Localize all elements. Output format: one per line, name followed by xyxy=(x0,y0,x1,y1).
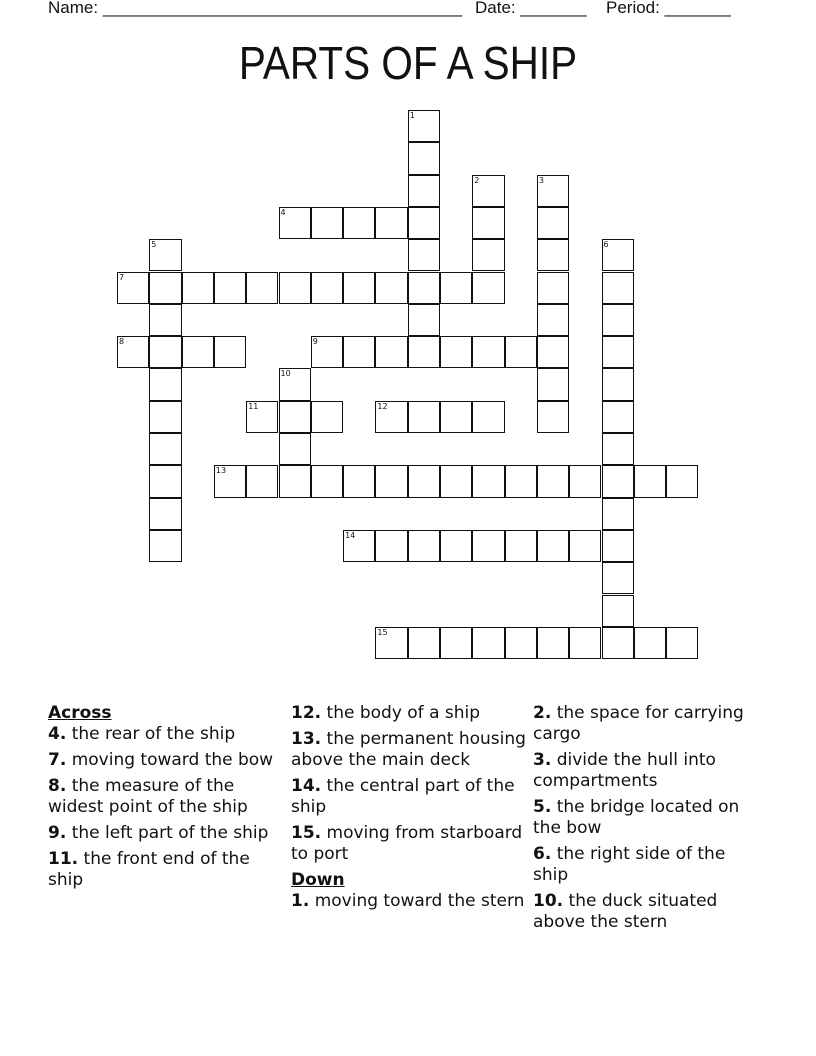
grid-cell[interactable] xyxy=(472,239,504,271)
grid-cell[interactable] xyxy=(149,368,181,400)
grid-cell[interactable] xyxy=(472,401,504,433)
grid-cell[interactable] xyxy=(505,627,537,659)
cell-number: 11 xyxy=(248,401,259,411)
period-line: _______ xyxy=(664,0,731,17)
grid-cell[interactable] xyxy=(149,304,181,336)
cell-number: 14 xyxy=(345,530,356,540)
date-field[interactable] xyxy=(475,0,587,18)
clue-text: the duck situated above the stern xyxy=(533,891,718,932)
clue-number: 12. xyxy=(291,703,322,723)
cell-number: 4 xyxy=(280,207,286,217)
grid-cell[interactable] xyxy=(311,336,343,368)
grid-cell[interactable] xyxy=(408,110,440,142)
grid-cell[interactable] xyxy=(214,272,246,304)
grid-cell[interactable] xyxy=(602,627,634,659)
clue-number: 11. xyxy=(48,849,79,869)
clue-text: moving toward the stern xyxy=(309,891,525,911)
grid-cell[interactable] xyxy=(408,175,440,207)
grid-cell[interactable] xyxy=(440,336,472,368)
grid-cell[interactable] xyxy=(602,498,634,530)
clue-text: the body of a ship xyxy=(321,703,481,723)
grid-cell[interactable] xyxy=(279,368,311,400)
grid-cell[interactable] xyxy=(214,336,246,368)
clue-number: 1. xyxy=(291,891,310,911)
grid-cell[interactable] xyxy=(343,207,375,239)
clue-down xyxy=(533,750,763,792)
grid-cell[interactable] xyxy=(408,530,440,562)
clue-across xyxy=(48,849,288,891)
grid-cell[interactable] xyxy=(343,336,375,368)
clue-down xyxy=(533,844,763,886)
grid-cell[interactable] xyxy=(149,272,181,304)
grid-cell[interactable] xyxy=(408,465,440,497)
grid-cell[interactable] xyxy=(634,627,666,659)
grid-cell[interactable] xyxy=(505,530,537,562)
clue-number: 8. xyxy=(48,776,67,796)
grid-cell[interactable] xyxy=(537,368,569,400)
grid-cell[interactable] xyxy=(440,401,472,433)
grid-cell[interactable] xyxy=(279,272,311,304)
clue-text: the space for carrying cargo xyxy=(533,703,744,744)
grid-cell[interactable] xyxy=(537,207,569,239)
name-label: Name: xyxy=(48,0,99,17)
period-field[interactable] xyxy=(606,0,731,18)
down-heading: Down xyxy=(291,870,345,890)
grid-cell[interactable] xyxy=(408,272,440,304)
grid-cell[interactable] xyxy=(311,465,343,497)
grid-cell[interactable] xyxy=(182,336,214,368)
clue-text: the front end of the ship xyxy=(48,849,250,890)
clue-number: 13. xyxy=(291,729,322,749)
grid-cell[interactable] xyxy=(279,207,311,239)
grid-cell[interactable] xyxy=(214,465,246,497)
grid-cell[interactable] xyxy=(537,175,569,207)
grid-cell[interactable] xyxy=(149,433,181,465)
grid-cell[interactable] xyxy=(602,562,634,594)
grid-cell[interactable] xyxy=(375,336,407,368)
clue-text: the permanent housing above the main deck xyxy=(291,729,526,770)
grid-cell[interactable] xyxy=(537,272,569,304)
grid-cell[interactable] xyxy=(472,627,504,659)
grid-cell[interactable] xyxy=(311,272,343,304)
grid-cell[interactable] xyxy=(246,401,278,433)
grid-cell[interactable] xyxy=(375,401,407,433)
clue-text: the measure of the widest point of the ship xyxy=(48,776,248,817)
grid-cell[interactable] xyxy=(569,465,601,497)
grid-cell[interactable] xyxy=(440,530,472,562)
grid-cell[interactable] xyxy=(537,530,569,562)
clues-column-2 xyxy=(291,703,531,917)
clue-text: divide the hull into compartments xyxy=(533,750,716,791)
grid-cell[interactable] xyxy=(602,336,634,368)
grid-cell[interactable] xyxy=(408,336,440,368)
grid-cell[interactable] xyxy=(182,272,214,304)
grid-cell[interactable] xyxy=(602,272,634,304)
clue-across xyxy=(48,724,288,745)
period-label: Period: xyxy=(606,0,660,17)
cell-number: 6 xyxy=(603,240,609,250)
grid-cell[interactable] xyxy=(375,627,407,659)
grid-cell[interactable] xyxy=(149,401,181,433)
clue-across xyxy=(291,776,531,818)
grid-cell[interactable] xyxy=(149,465,181,497)
grid-cell[interactable] xyxy=(666,627,698,659)
grid-cell[interactable] xyxy=(602,401,634,433)
grid-cell[interactable] xyxy=(343,530,375,562)
grid-cell[interactable] xyxy=(569,530,601,562)
grid-cell[interactable] xyxy=(279,433,311,465)
cell-number: 5 xyxy=(151,240,157,250)
grid-cell[interactable] xyxy=(602,368,634,400)
clue-number: 15. xyxy=(291,823,322,843)
cell-number: 8 xyxy=(119,337,125,347)
date-label: Date: xyxy=(475,0,516,17)
cell-number: 15 xyxy=(377,627,388,637)
grid-cell[interactable] xyxy=(537,239,569,271)
across-heading: Across xyxy=(48,703,112,723)
clue-number: 6. xyxy=(533,844,552,864)
grid-cell[interactable] xyxy=(311,207,343,239)
clues-column-3 xyxy=(533,703,763,938)
grid-cell[interactable] xyxy=(375,272,407,304)
grid-cell[interactable] xyxy=(375,465,407,497)
grid-cell[interactable] xyxy=(537,627,569,659)
grid-cell[interactable] xyxy=(149,498,181,530)
clue-down xyxy=(291,891,531,912)
grid-cell[interactable] xyxy=(537,304,569,336)
clue-down xyxy=(533,797,763,839)
clue-text: moving toward the bow xyxy=(66,750,274,770)
clue-down xyxy=(533,891,763,933)
grid-cell[interactable] xyxy=(440,272,472,304)
clue-across xyxy=(48,823,288,844)
grid-cell[interactable] xyxy=(408,142,440,174)
cell-number: 1 xyxy=(409,111,415,120)
grid-cell[interactable] xyxy=(375,207,407,239)
grid-cell[interactable] xyxy=(537,336,569,368)
grid-cell[interactable] xyxy=(246,272,278,304)
grid-cell[interactable] xyxy=(279,401,311,433)
grid-cell[interactable] xyxy=(634,465,666,497)
clue-text: the rear of the ship xyxy=(66,724,236,744)
grid-cell[interactable] xyxy=(602,530,634,562)
cell-number: 9 xyxy=(312,337,318,347)
grid-cell[interactable] xyxy=(279,465,311,497)
grid-cell[interactable] xyxy=(505,336,537,368)
clue-number: 5. xyxy=(533,797,552,817)
grid-cell[interactable] xyxy=(408,304,440,336)
grid-cell[interactable] xyxy=(440,465,472,497)
clue-number: 2. xyxy=(533,703,552,723)
cell-number: 12 xyxy=(377,401,388,411)
clue-number: 3. xyxy=(533,750,552,770)
grid-cell[interactable] xyxy=(666,465,698,497)
grid-cell[interactable] xyxy=(537,401,569,433)
grid-cell[interactable] xyxy=(408,627,440,659)
grid-cell[interactable] xyxy=(602,239,634,271)
name-line: ______________________________________ xyxy=(102,0,463,17)
cell-number: 10 xyxy=(280,369,291,379)
clue-number: 9. xyxy=(48,823,67,843)
clue-number: 7. xyxy=(48,750,67,770)
grid-cell[interactable] xyxy=(440,627,472,659)
name-field[interactable] xyxy=(48,0,462,18)
grid-cell[interactable] xyxy=(602,304,634,336)
clue-text: the central part of the ship xyxy=(291,776,515,817)
grid-cell[interactable] xyxy=(375,530,407,562)
clue-across xyxy=(48,776,288,818)
grid-cell[interactable] xyxy=(602,595,634,627)
clues-column-1 xyxy=(48,703,288,896)
grid-cell[interactable] xyxy=(149,530,181,562)
grid-cell[interactable] xyxy=(472,336,504,368)
grid-cell[interactable] xyxy=(537,465,569,497)
clue-text: the bridge located on the bow xyxy=(533,797,740,838)
clue-across xyxy=(291,729,531,771)
grid-cell[interactable] xyxy=(311,401,343,433)
clue-text: the left part of the ship xyxy=(66,823,269,843)
clue-number: 14. xyxy=(291,776,322,796)
grid-cell[interactable] xyxy=(472,465,504,497)
clue-down xyxy=(533,703,763,745)
grid-cell[interactable] xyxy=(602,433,634,465)
clue-across xyxy=(48,750,288,771)
clue-across xyxy=(291,823,531,865)
grid-cell[interactable] xyxy=(149,239,181,271)
grid-cell[interactable] xyxy=(472,272,504,304)
grid-cell[interactable] xyxy=(117,336,149,368)
grid-cell[interactable] xyxy=(408,401,440,433)
grid-cell[interactable] xyxy=(408,239,440,271)
grid-cell[interactable] xyxy=(472,175,504,207)
grid-cell[interactable] xyxy=(569,627,601,659)
grid-cell[interactable] xyxy=(472,530,504,562)
grid-cell[interactable] xyxy=(246,465,278,497)
clue-number: 10. xyxy=(533,891,564,911)
cell-number: 13 xyxy=(215,466,227,476)
cell-number: 7 xyxy=(119,272,125,282)
grid-cell[interactable] xyxy=(343,272,375,304)
cell-number: 2 xyxy=(474,175,480,185)
clue-number: 4. xyxy=(48,724,67,744)
cell-number: 3 xyxy=(538,175,544,185)
grid-cell[interactable] xyxy=(343,465,375,497)
grid-cell[interactable] xyxy=(602,465,634,497)
clue-text: moving from starboard to port xyxy=(291,823,523,864)
clue-across xyxy=(291,703,531,724)
grid-cell[interactable] xyxy=(149,336,181,368)
grid-cell[interactable] xyxy=(408,207,440,239)
grid-cell[interactable] xyxy=(472,207,504,239)
page-title: PARTS OF A SHIP xyxy=(238,37,578,89)
date-line: _______ xyxy=(520,0,587,17)
grid-cell[interactable] xyxy=(117,272,149,304)
clue-text: the right side of the ship xyxy=(533,844,726,885)
grid-cell[interactable] xyxy=(505,465,537,497)
